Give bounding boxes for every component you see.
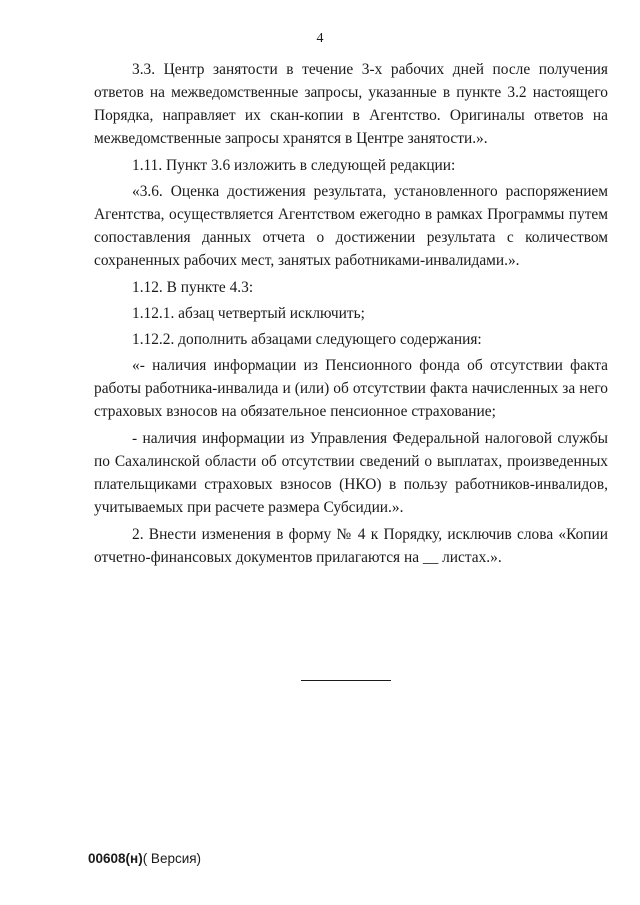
paragraph-tax-service: - наличия информации из Управления Федеральной налоговой службы по Сахалинской области об отсутствии сведений о выплатах, произведенных плательщиками страховых взносов (НКО) в пользу работников-инвалидов, учитываемых при расчете размера Субсидии.». — [94, 430, 608, 516]
footer-version: ( Версия) — [142, 851, 202, 866]
footer-code: 00608(н) — [88, 851, 143, 866]
end-separator-line — [301, 680, 391, 681]
footer-document-code — [88, 851, 201, 867]
document-body — [94, 58, 608, 573]
paragraph-1-12-1: 1.12.1. абзац четвертый исключить; — [132, 305, 365, 322]
paragraph-2: 2. Внести изменения в форму № 4 к Порядку, исключив слова «Копии отчетно-финансовых документов прилагаются на __ листах.». — [94, 526, 608, 566]
paragraph-1-11: 1.11. Пункт 3.6 изложить в следующей редакции: — [132, 157, 456, 174]
paragraph-1-12: 1.12. В пункте 4.3: — [132, 279, 254, 296]
paragraph-pension-fund: «- наличия информации из Пенсионного фонда об отсутствии факта работы работника-инвалида и (или) об отсутствии факта начисленных за него страховых взносов на обязательное пенсионное страхование; — [94, 357, 608, 420]
page-number: 4 — [316, 31, 324, 46]
paragraph-1-12-2: 1.12.2. дополнить абзацами следующего содержания: — [132, 331, 482, 348]
paragraph-3-3: 3.3. Центр занятости в течение 3-х рабочих дней после получения ответов на межведомственные запросы, указанные в пункте 3.2 настоящего Порядка, направляет их скан-копии в Агентство. Оригиналы ответов на межведомственные запросы хранятся в Центре занятости.». — [94, 61, 608, 147]
paragraph-3-6-quote: «3.6. Оценка достижения результата, установленного распоряжением Агентства, осуществляется Агентством ежегодно в рамках Программы путем сопоставления данных отчета о достижении результата с количеством сохраненных рабочих мест, занятых работниками-инвалидами.». — [94, 183, 608, 269]
